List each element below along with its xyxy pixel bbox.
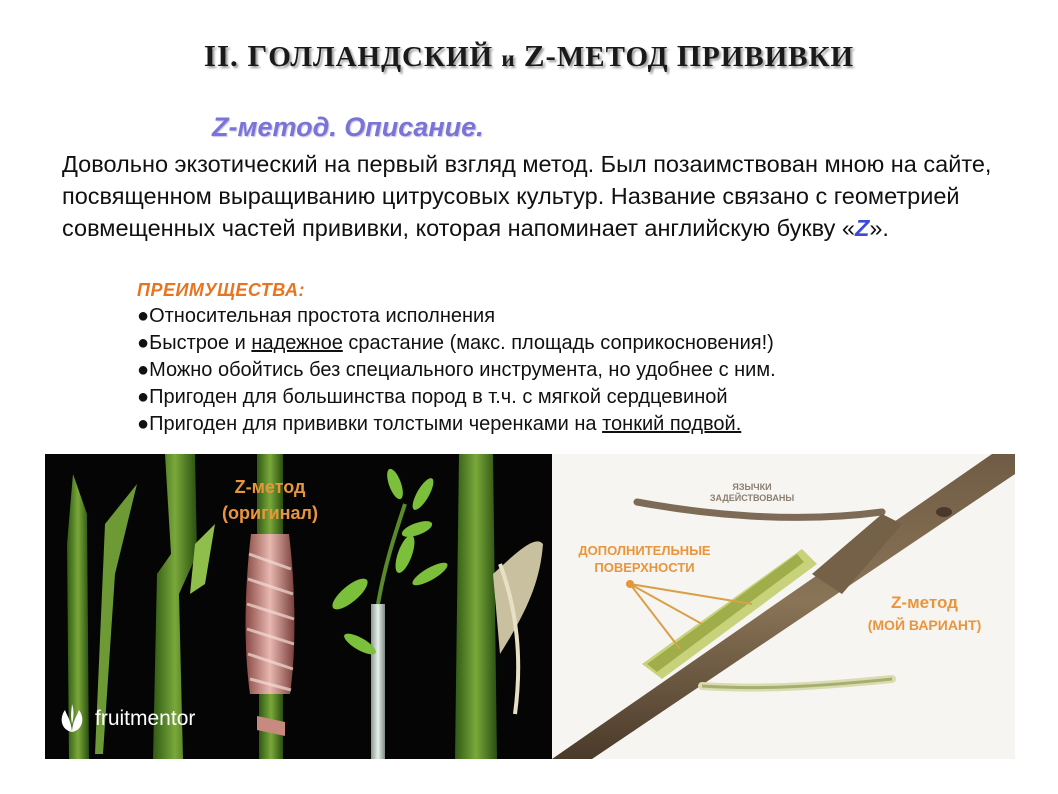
page-title: II. ГОЛЛАНДСКИЙ и Z-МЕТОД ПРИВИВКИ	[203, 38, 855, 73]
advantages-heading: ПРЕИМУЩЕСТВА:	[137, 280, 306, 300]
list-item: ●Пригоден для прививки толстыми черенками на тонкий подвой.	[137, 413, 742, 435]
list-item: ●Относительная простота исполнения	[137, 305, 496, 327]
list-item: ●Быстрое и надежное срастание (макс. площадь соприкосновения!)	[137, 332, 774, 354]
fruitmentor-logo: fruitmentor	[55, 702, 195, 736]
leaf-logo-icon	[55, 702, 89, 736]
description-paragraph: Довольно экзотический на первый взгляд метод. Был позаимствован мною на сайте, посвященном выращиванию цитрусовых культур. Название связано с геометрией совмещенных частей прививки, которая напоминает английскую букву «Z».	[62, 151, 992, 241]
grafting-photo-variant	[552, 454, 1015, 759]
extra-surfaces-label: ДОПОЛНИТЕЛЬНЫЕ ПОВЕРХНОСТИ	[578, 543, 711, 575]
section-subtitle: Z-метод. Описание.	[212, 112, 484, 142]
my-variant-label: Z-метод (МОЙ ВАРИАНТ)	[867, 593, 982, 633]
tongues-label: ЯЗЫЧКИ ЗАДЕЙСТВОВАНЫ	[709, 482, 795, 503]
original-method-label: Z-метод (оригинал)	[222, 477, 318, 523]
grafting-photo-original	[45, 454, 552, 759]
letter-z: Z	[854, 215, 870, 241]
advantages-list	[137, 303, 776, 438]
list-item: ●Пригоден для большинства пород в т.ч. с мягкой сердцевиной	[137, 386, 728, 408]
list-item: ●Можно обойтись без специального инструмента, но удобнее с ним.	[137, 359, 776, 381]
